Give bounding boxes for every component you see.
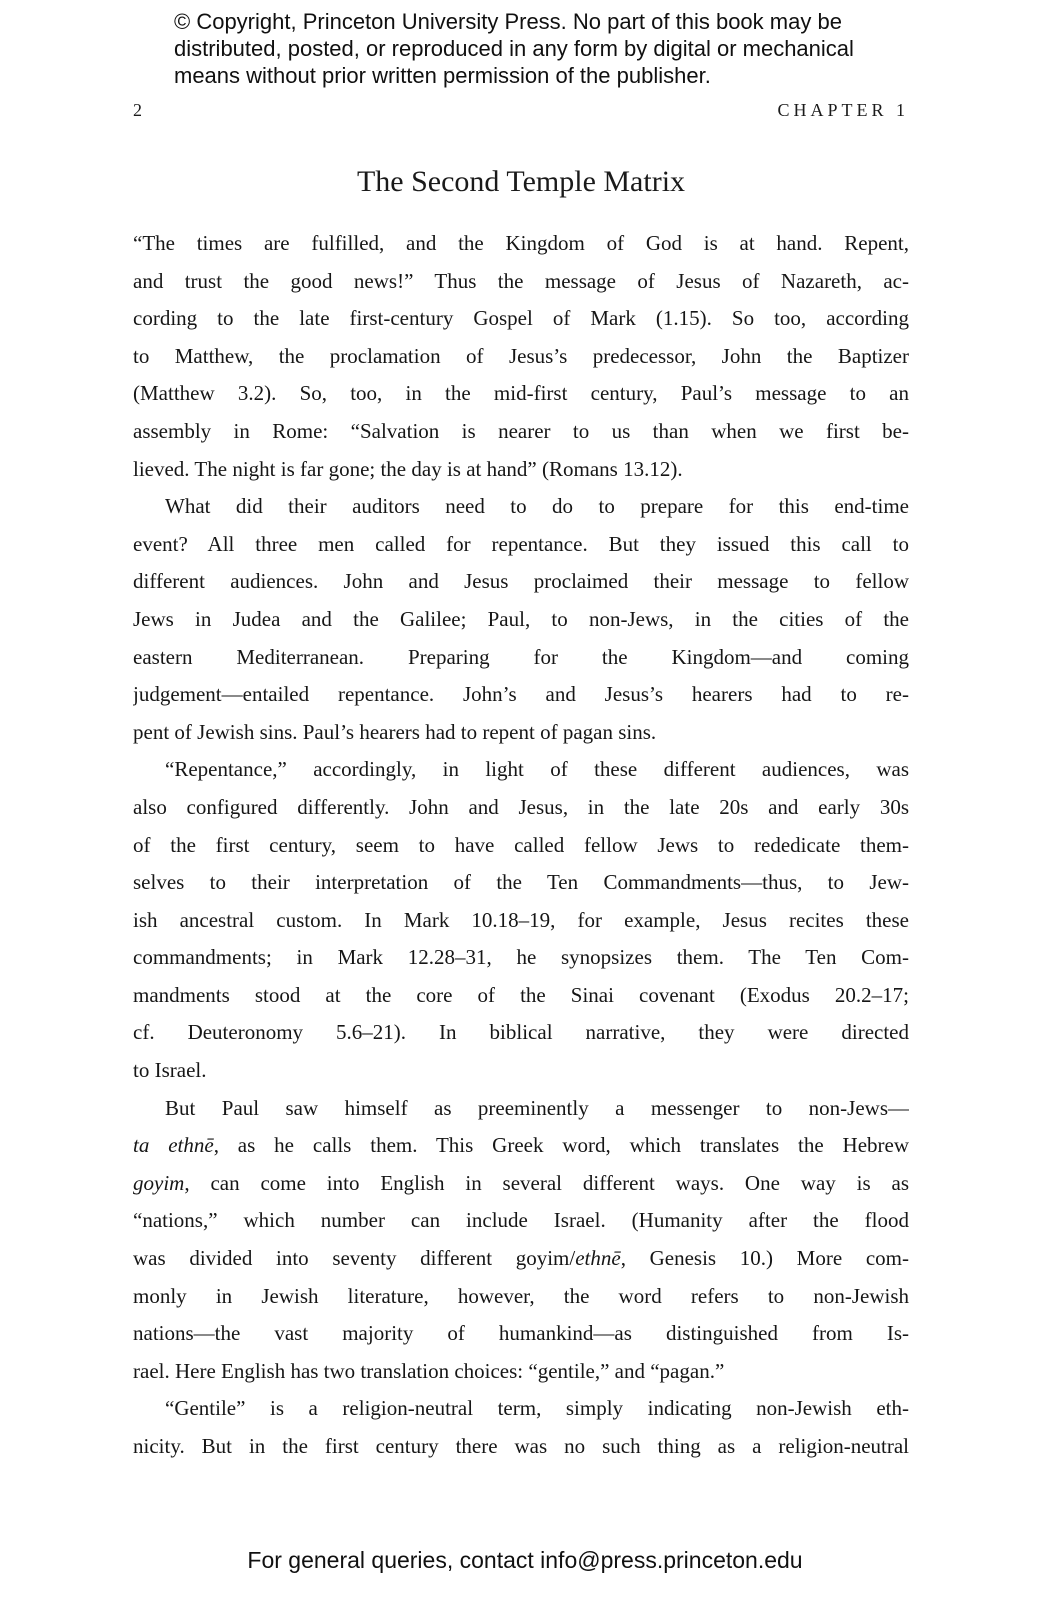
body-line: nicity. But in the first century there was no such thing as a religion-neutral: [133, 1434, 909, 1458]
body-line: Jews in Judea and the Galilee; Paul, to non-Jews, in the cities of the: [133, 606, 909, 631]
body-line: What did their auditors need to do to prepare for this end-time: [165, 494, 909, 519]
chapter-title: The Second Temple Matrix: [356, 165, 686, 198]
body-line: also configured differently. John and Jesus, in the late 20s and early 30s: [133, 794, 909, 819]
body-line: pent of Jewish sins. Paul’s hearers had to repent of pagan sins.: [133, 719, 657, 744]
body-line: commandments; in Mark 12.28–31, he synopsizes them. The Ten Com-: [133, 945, 909, 970]
body-line: to Matthew, the proclamation of Jesus’s predecessor, John the Baptizer: [133, 343, 909, 368]
body-line: cording to the late first-century Gospel of Mark (1.15). So too, according: [133, 306, 909, 331]
copyright-line: means without prior written permission of the publisher.: [174, 63, 711, 88]
body-line: ish ancestral custom. In Mark 10.18–19, for example, Jesus recites these: [133, 907, 909, 932]
running-head-chapter: CHAPTER 1: [777, 100, 909, 120]
body-line: “nations,” which number can include Israel. (Humanity after the flood: [133, 1208, 909, 1233]
body-line: eastern Mediterranean. Preparing for the Kingdom—and coming: [133, 644, 909, 669]
page-number: 2: [133, 100, 142, 120]
body-line: different audiences. John and Jesus proclaimed their message to fellow: [133, 569, 909, 594]
body-line: nations—the vast majority of humankind—as distinguished from Is-: [133, 1321, 909, 1346]
body-line: and trust the good news!” Thus the message of Jesus of Nazareth, ac-: [133, 268, 909, 293]
body-line: monly in Jewish literature, however, the word refers to non-Jewish: [133, 1283, 909, 1308]
body-line: event? All three men called for repentance. But they issued this call to: [133, 531, 909, 556]
body-line: of the first century, seem to have called fellow Jews to rededicate them-: [133, 832, 909, 857]
body-line: “The times are fulfilled, and the Kingdom of God is at hand. Repent,: [133, 231, 909, 255]
body-line: selves to their interpretation of the Ten Commandments—thus, to Jew-: [133, 870, 909, 895]
body-line: (Matthew 3.2). So, too, in the mid-first century, Paul’s message to an: [133, 381, 909, 406]
body-line: ta ethnē, as he calls them. This Greek word, which translates the Hebrew: [133, 1133, 909, 1158]
copyright-line: © Copyright, Princeton University Press. No part of this book may be: [174, 9, 842, 34]
body-line: But Paul saw himself as preeminently a messenger to non-Jews—: [165, 1095, 909, 1120]
body-line: rael. Here English has two translation choices: “gentile,” and “pagan.”: [133, 1358, 725, 1383]
body-line: judgement—entailed repentance. John’s and Jesus’s hearers had to re-: [133, 682, 909, 707]
body-line: was divided into seventy different goyim/ethnē, Genesis 10.) More com-: [133, 1246, 909, 1271]
body-line: mandments stood at the core of the Sinai covenant (Exodus 20.2–17;: [133, 982, 909, 1007]
copyright-notice: [174, 8, 864, 89]
body-line: assembly in Rome: “Salvation is nearer to us than when we first be-: [133, 418, 909, 443]
running-header: [133, 100, 909, 121]
copyright-line: distributed, posted, or reproduced in any form by digital or mechanical: [174, 36, 854, 61]
footer-contact: For general queries, contact info@press.princeton.edu: [247, 1547, 803, 1573]
body-line: goyim, can come into English in several different ways. One way is as: [133, 1170, 909, 1195]
body-line: lieved. The night is far gone; the day is at hand” (Romans 13.12).: [133, 456, 683, 481]
body-text: [133, 225, 909, 1466]
body-line: “Repentance,” accordingly, in light of these different audiences, was: [165, 757, 909, 782]
body-line: to Israel.: [133, 1058, 207, 1083]
body-line: cf. Deuteronomy 5.6–21). In biblical narrative, they were directed: [133, 1020, 909, 1045]
body-line: “Gentile” is a religion-neutral term, simply indicating non-Jewish eth-: [165, 1396, 909, 1421]
